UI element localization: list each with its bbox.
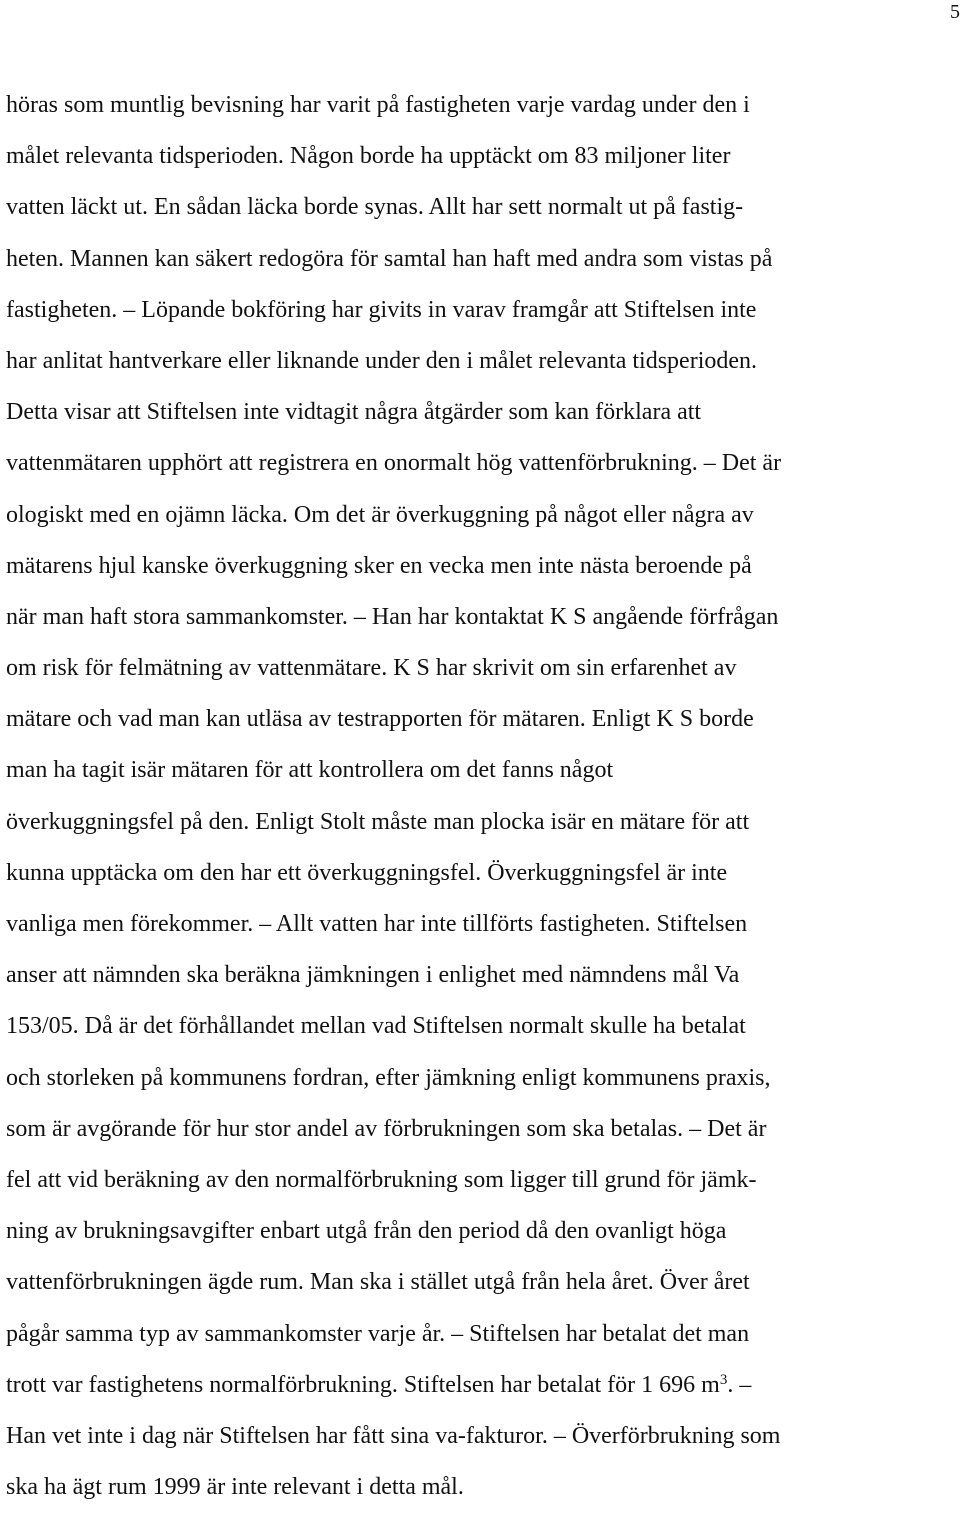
text-line: höras som muntlig bevisning har varit på fastigheten varje vardag under den i <box>6 92 750 118</box>
text-line: Detta visar att Stiftelsen inte vidtagit några åtgärder som kan förklara att <box>6 399 702 426</box>
text-line: kunna upptäcka om den har ett överkuggningsfel. Överkuggningsfel är inte <box>6 859 728 886</box>
text-line: fastigheten. – Löpande bokföring har givits in varav framgår att Stiftelsen inte <box>6 296 757 323</box>
text-segment: trott var fastighetens normalförbrukning. Stiftelsen har betalat för 1 696 m <box>6 1371 720 1398</box>
text-line: man ha tagit isär mätaren för att kontrollera om det fanns något <box>6 757 614 784</box>
text-line: som är avgörande för hur stor andel av förbrukningen som ska betalas. – Det är <box>6 1115 767 1142</box>
text-line: vatten läckt ut. En sådan läcka borde synas. Allt har sett normalt ut på fastig- <box>6 194 744 221</box>
text-line: vanliga men förekommer. – Allt vatten har inte tillförts fastigheten. Stiftelsen <box>6 911 748 937</box>
text-line: målet relevanta tidsperioden. Någon borde ha upptäckt om 83 miljoner liter <box>6 143 731 170</box>
text-line: har anlitat hantverkare eller liknande under den i målet relevanta tidsperioden. <box>6 347 758 374</box>
text-line: överkuggningsfel på den. Enligt Stolt måste man plocka isär en mätare för att <box>6 808 750 835</box>
text-line: ning av brukningsavgifter enbart utgå från den period då den ovanligt höga <box>6 1218 727 1245</box>
text-line: ologiskt med en ojämn läcka. Om det är överkuggning på något eller några av <box>6 501 754 528</box>
text-line-with-superscript <box>6 1360 960 1411</box>
text-line: fel att vid beräkning av den normalförbrukning som ligger till grund för jämk- <box>6 1166 757 1193</box>
body-text <box>6 80 960 1513</box>
text-line: vattenmätaren upphört att registrera en onormalt hög vattenförbrukning. – Det är <box>6 450 782 477</box>
text-line: om risk för felmätning av vattenmätare. K S har skrivit om sin erfarenhet av <box>6 655 737 682</box>
text-line: när man haft stora sammankomster. – Han har kontaktat K S angående förfrågan <box>6 603 779 630</box>
text-line: ska ha ägt rum 1999 är inte relevant i detta mål. <box>6 1474 464 1501</box>
superscript-exponent: 3 <box>719 1371 728 1388</box>
text-line: pågår samma typ av sammankomster varje år. – Stiftelsen har betalat det man <box>6 1320 750 1347</box>
text-line: mätare och vad man kan utläsa av testrapporten för mätaren. Enligt K S borde <box>6 706 754 733</box>
text-line: heten. Mannen kan säkert redogöra för samtal han haft med andra som vistas på <box>6 245 773 272</box>
text-segment: . – <box>727 1371 752 1398</box>
page-number: 5 <box>950 1 960 23</box>
text-line: och storleken på kommunens fordran, efter jämkning enligt kommunens praxis, <box>6 1064 771 1091</box>
text-line: 153/05. Då är det förhållandet mellan vad Stiftelsen normalt skulle ha betalat <box>6 1013 746 1040</box>
text-line: Han vet inte i dag när Stiftelsen har fått sina va-fakturor. – Överförbrukning som <box>6 1422 781 1449</box>
text-line: vattenförbrukningen ägde rum. Man ska i stället utgå från hela året. Över året <box>6 1269 750 1296</box>
text-line: anser att nämnden ska beräkna jämkningen i enlighet med nämndens mål Va <box>6 962 740 989</box>
text-line: mätarens hjul kanske överkuggning sker en vecka men inte nästa beroende på <box>6 552 752 579</box>
